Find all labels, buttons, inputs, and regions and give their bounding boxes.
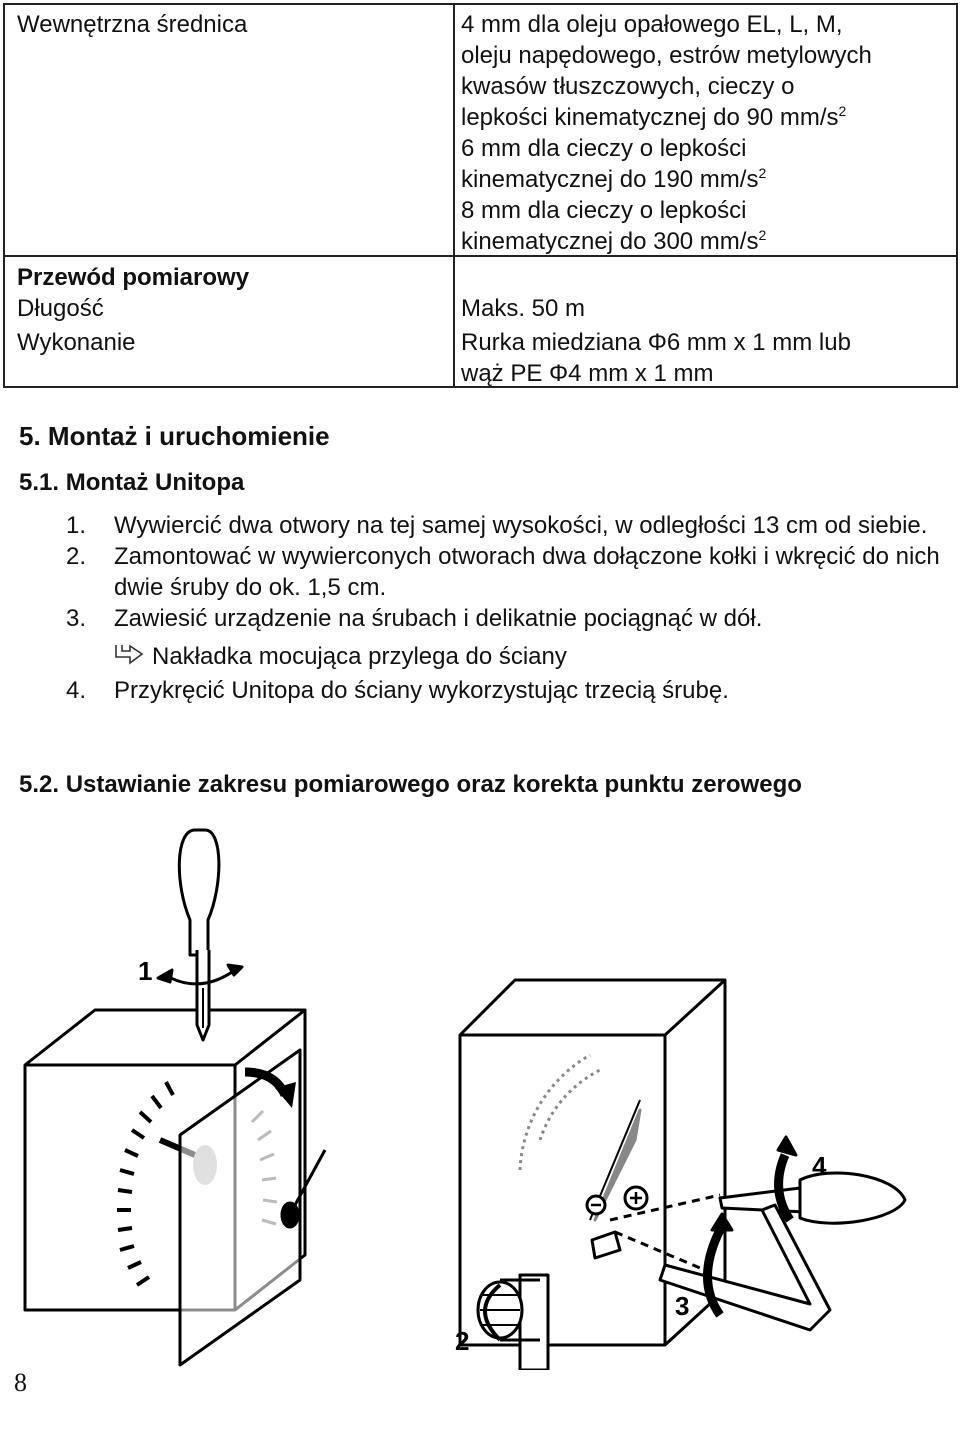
list-item: 1. Wywiercić dwa otwory na tej samej wysokości, w odległości 13 cm od siebie. [66,512,928,539]
figure-label-1: 1 [138,956,153,986]
subsection-heading-mounting: 5.1. Montaż Unitopa [19,469,245,496]
list-item: 2. Zamontować w wywierconych otworach dwa dołączone kołki i wkręcić do nich dwie śruby do ok. 1,5 cm. [66,543,940,601]
result-arrow-icon [114,643,146,667]
inner-diameter-value: 4 mm dla oleju opałowego EL, L, M, oleju napędowego, estrów metylowych kwasów tłuszczowych, cieczy o lepkości kinematycznej do 90 $mm/s^2$ 6 mm dla cieczy o lepkości kinematycznej do 190 $mm/s^2$ 8 mm dla cieczy o lepkości kinematycznej do 300 $mm/s^2$ [461,11,872,255]
rotate-arrow-4 [779,1155,790,1220]
result-note: Nakładka mocująca przylega do ściany [66,641,946,672]
subsection-heading-range: 5.2. Ustawianie zakresu pomiarowego oraz korekta punktu zerowego [19,771,802,798]
length-value: Maks. 50 m [461,295,586,322]
list-item: 4. Przykręcić Unitopa do ściany wykorzystując trzecią śrubę. [66,677,729,704]
length-label: Długość [17,295,104,322]
execution-label: Wykonanie [17,329,136,356]
adjustment-illustration [0,810,960,1370]
spec-table [3,3,958,389]
inner-diameter-label: Wewnętrzna średnica [17,11,248,38]
figure-label-2: 2 [455,1326,470,1356]
execution-value: Rurka miedziana Φ6 mm x 1 mm lub wąż PE Φ4 mm x 1 mm [461,329,851,387]
page-number: 8 [14,1368,27,1397]
mounting-steps [66,510,946,706]
section-label: Przewód pomiarowy [17,264,250,291]
figure-label-3: 3 [675,1291,690,1321]
section-heading: 5. Montaż i uruchomienie [19,421,330,451]
figure-label-4: 4 [812,1151,827,1181]
list-item: 3. Zawiesić urządzenie na śrubach i delikatnie pociągnąć w dół. [66,605,763,632]
